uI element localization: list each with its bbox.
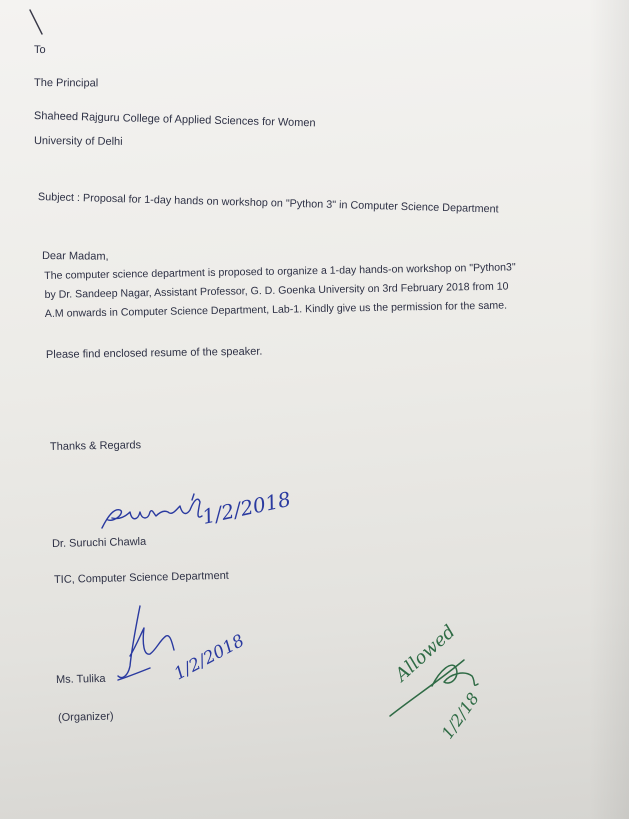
recipient-university: University of Delhi xyxy=(33,135,123,148)
to-line: To xyxy=(33,44,46,57)
page-shadow xyxy=(589,0,629,819)
corner-pen-mark xyxy=(28,8,48,38)
subject-line: Subject : Proposal for 1-day hands on workshop on "Python 3" in Computer Science Department xyxy=(37,191,499,216)
body-line-3: A.M onwards in Computer Science Department, Lab-1. Kindly give us the permission for the same. xyxy=(44,299,508,320)
signatory-2-name: Ms. Tulika xyxy=(55,672,106,686)
signature-date-1-text: 1/2/2018 xyxy=(200,486,293,529)
approval-stamp xyxy=(380,590,560,760)
recipient-college: Shaheed Rajguru College of Applied Sciences for Women xyxy=(33,110,316,130)
enclosure-note: Please find enclosed resume of the speaker. xyxy=(45,345,263,361)
signatory-1-name: Dr. Suruchi Chawla xyxy=(51,535,147,550)
signatory-2-role: (Organizer) xyxy=(57,710,114,724)
salutation: Dear Madam, xyxy=(41,250,109,263)
approval-date: 1/2/18 xyxy=(437,689,483,743)
signature-date-2 xyxy=(172,632,282,692)
signature-date-1 xyxy=(198,486,298,534)
body-line-1: The computer science department is proposed to organize a 1-day hands-on workshop on "Python3" xyxy=(44,261,516,282)
body-line-2: by Dr. Sandeep Nagar, Assistant Professor, G. D. Goenka University on 3rd February 2018 from 10 xyxy=(44,280,509,301)
closing: Thanks & Regards xyxy=(49,439,142,453)
approval-text: Allowed xyxy=(391,621,460,686)
signature-date-2-text: 1/2/2018 xyxy=(170,630,248,685)
body-paragraph xyxy=(44,258,517,324)
signatory-1-title: TIC, Computer Science Department xyxy=(53,569,229,586)
recipient-title: The Principal xyxy=(33,77,99,90)
